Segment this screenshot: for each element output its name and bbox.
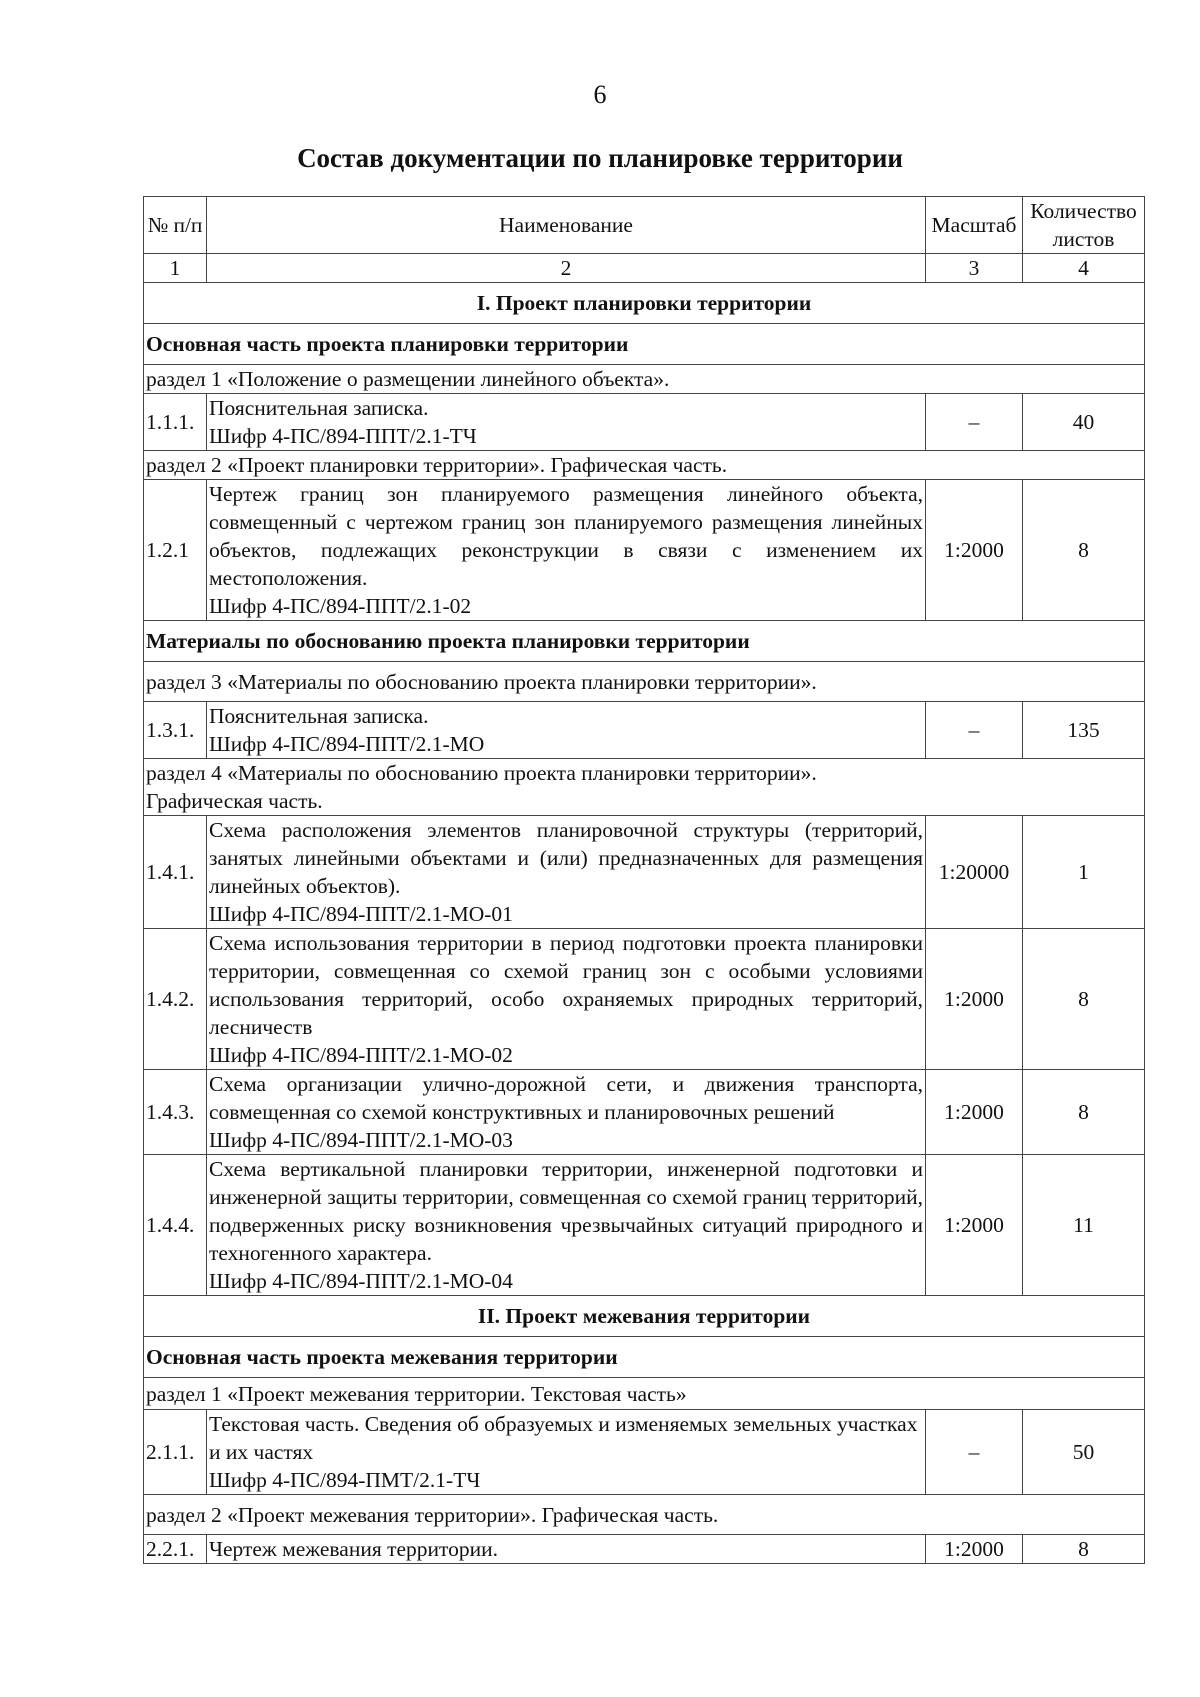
section-heading-row (144, 1296, 1145, 1337)
column-number: 3 (926, 254, 1023, 283)
row-description: Схема организации улично-дорожной сети, и движения транспорта, совмещенная со схемой конструктивных и планировочных решений (209, 1072, 923, 1124)
row-scale: 1:2000 (926, 1535, 1023, 1564)
part-row (144, 662, 1145, 702)
row-number: 1.4.4. (144, 1155, 207, 1296)
row-description: Схема вертикальной планировки территории, инженерной подготовки и инженерной защиты территории, совмещенная со схемой границ территорий, подверженных риску возникновения чрезвычайных ситуаций природного и техногенного характера. (209, 1157, 923, 1265)
row-scale: 1:2000 (926, 480, 1023, 621)
document-title: Состав документации по планировке территории (297, 143, 903, 173)
row-sheets: 50 (1023, 1410, 1145, 1495)
part-title: раздел 2 «Проект планировки территории». Графическая часть. (144, 451, 1145, 480)
row-code: Шифр 4-ПС/894-ППТ/2.1-МО (209, 732, 485, 756)
row-name (207, 480, 926, 621)
row-name: Чертеж межевания территории. (207, 1535, 926, 1564)
section-heading: I. Проект планировки территории (144, 283, 1145, 324)
row-scale: 1:2000 (926, 1155, 1023, 1296)
row-scale: – (926, 702, 1023, 759)
row-name-line: Пояснительная записка. (209, 396, 429, 420)
row-number: 1.4.3. (144, 1070, 207, 1155)
table-row (144, 816, 1145, 929)
documentation-table (143, 196, 1145, 1564)
table-row (144, 1070, 1145, 1155)
row-name (207, 394, 926, 451)
table-row (144, 1155, 1145, 1296)
section-heading-row (144, 283, 1145, 324)
header-sheets: Количество листов (1023, 197, 1145, 254)
part-row (144, 451, 1145, 480)
row-description: Текстовая часть. Сведения об образуемых и изменяемых земельных участках и их частях (209, 1412, 918, 1464)
row-number: 1.1.1. (144, 394, 207, 451)
row-code: Шифр 4-ПС/894-ППТ/2.1-МО-01 (209, 902, 513, 926)
row-number: 2.2.1. (144, 1535, 207, 1564)
subsection-heading: Материалы по обоснованию проекта планировки территории (144, 621, 1145, 662)
subsection-heading-row (144, 1337, 1145, 1378)
subsection-heading-row (144, 324, 1145, 365)
part-title: раздел 1 «Проект межевания территории. Текстовая часть» (144, 1378, 1145, 1410)
row-description: Схема использования территории в период подготовки проекта планировки территории, совмещенная со схемой границ зон с особыми условиями использования территорий, особо охраняемых природных территорий, лесничеств (209, 931, 923, 1039)
row-description: Схема расположения элементов планировочной структуры (территорий, занятых линейными объектами и (или) предназначенных для размещения линейных объектов). (209, 818, 923, 898)
column-number: 2 (207, 254, 926, 283)
row-name-line: Пояснительная записка. (209, 704, 429, 728)
row-sheets: 40 (1023, 394, 1145, 451)
table-header-row (144, 197, 1145, 254)
table-row (144, 1410, 1145, 1495)
subsection-heading: Основная часть проекта планировки территории (144, 324, 1145, 365)
row-name (207, 1410, 926, 1495)
header-name: Наименование (207, 197, 926, 254)
column-number: 4 (1023, 254, 1145, 283)
part-title: раздел 3 «Материалы по обоснованию проекта планировки территории». (144, 662, 1145, 702)
row-scale: – (926, 394, 1023, 451)
part-row (144, 365, 1145, 394)
row-scale: 1:20000 (926, 816, 1023, 929)
row-sheets: 135 (1023, 702, 1145, 759)
section-heading: II. Проект межевания территории (144, 1296, 1145, 1337)
row-name (207, 702, 926, 759)
row-code: Шифр 4-ПС/894-ППТ/2.1-МО-02 (209, 1043, 513, 1067)
row-sheets: 8 (1023, 929, 1145, 1070)
row-number: 1.4.2. (144, 929, 207, 1070)
header-number: № п/п (144, 197, 207, 254)
row-number: 1.2.1 (144, 480, 207, 621)
table-row (144, 394, 1145, 451)
part-title (144, 759, 1145, 816)
row-code: Шифр 4-ПС/894-ППТ/2.1-МО-04 (209, 1269, 513, 1293)
row-code: Шифр 4-ПС/894-ПМТ/2.1-ТЧ (209, 1468, 481, 1492)
row-sheets: 8 (1023, 1070, 1145, 1155)
row-description: Чертеж границ зон планируемого размещения линейного объекта, совмещенный с чертежом границ зон планируемого размещения линейных объектов, подлежащих реконструкции в связи с изменением их местоположения. (209, 482, 923, 590)
table-row (144, 702, 1145, 759)
row-name (207, 929, 926, 1070)
row-code: Шифр 4-ПС/894-ППТ/2.1-02 (209, 594, 472, 618)
row-sheets: 1 (1023, 816, 1145, 929)
row-number: 1.4.1. (144, 816, 207, 929)
table-row (144, 1535, 1145, 1564)
part-title: раздел 1 «Положение о размещении линейного объекта». (144, 365, 1145, 394)
row-sheets: 11 (1023, 1155, 1145, 1296)
row-code: Шифр 4-ПС/894-ППТ/2.1-ТЧ (209, 424, 477, 448)
subsection-heading: Основная часть проекта межевания территории (144, 1337, 1145, 1378)
row-name (207, 816, 926, 929)
row-number: 2.1.1. (144, 1410, 207, 1495)
row-name (207, 1070, 926, 1155)
part-row (144, 1378, 1145, 1410)
page-number: 6 (593, 80, 607, 109)
column-number: 1 (144, 254, 207, 283)
part-title: раздел 2 «Проект межевания территории». Графическая часть. (144, 1495, 1145, 1535)
column-numbers-row (144, 254, 1145, 283)
row-name (207, 1155, 926, 1296)
part-row (144, 1495, 1145, 1535)
table-row (144, 929, 1145, 1070)
subsection-heading-row (144, 621, 1145, 662)
part-title-line: Графическая часть. (146, 789, 323, 813)
row-scale: 1:2000 (926, 929, 1023, 1070)
part-title-line: раздел 4 «Материалы по обоснованию проекта планировки территории». (146, 761, 817, 785)
row-sheets: 8 (1023, 480, 1145, 621)
row-code: Шифр 4-ПС/894-ППТ/2.1-МО-03 (209, 1128, 513, 1152)
row-scale: – (926, 1410, 1023, 1495)
table-row (144, 480, 1145, 621)
row-scale: 1:2000 (926, 1070, 1023, 1155)
row-number: 1.3.1. (144, 702, 207, 759)
part-row (144, 759, 1145, 816)
header-scale: Масштаб (926, 197, 1023, 254)
row-sheets: 8 (1023, 1535, 1145, 1564)
